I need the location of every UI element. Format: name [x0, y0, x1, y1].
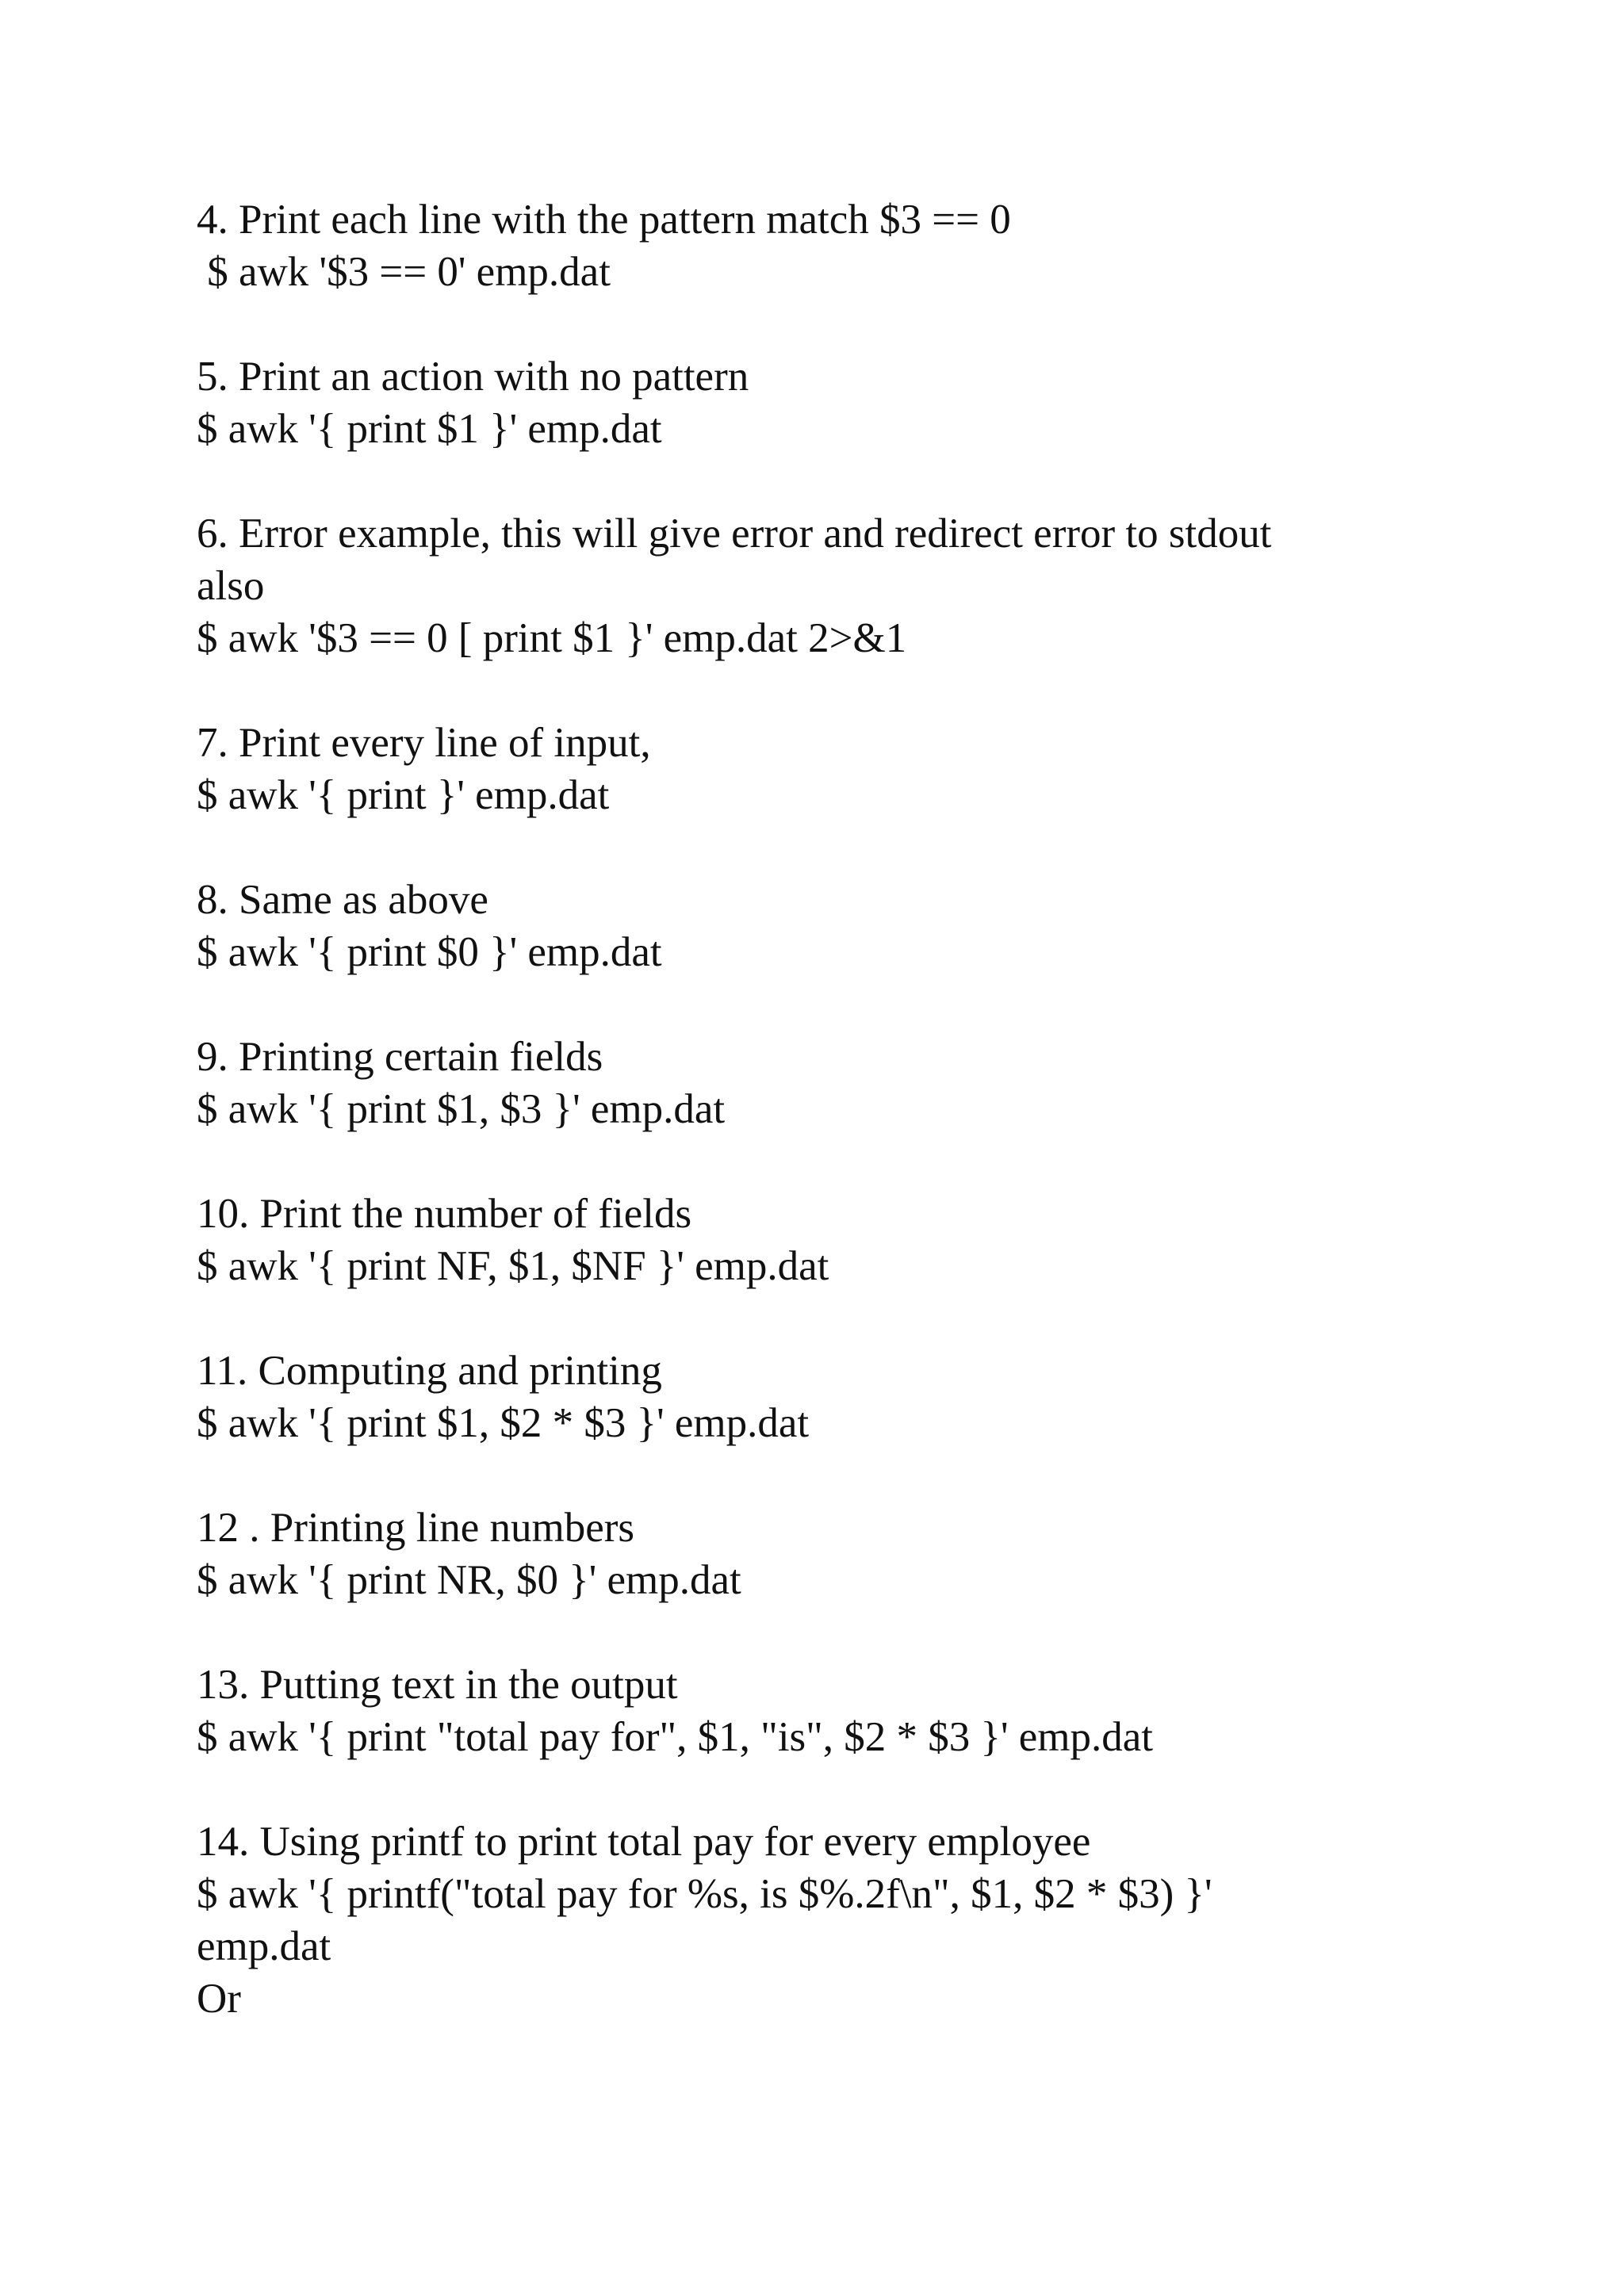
blank-line — [197, 455, 1497, 507]
section-9 — [197, 1031, 1497, 1135]
section-heading: 10. Print the number of fields — [197, 1191, 692, 1237]
blank-line — [197, 978, 1497, 1031]
section-heading: 9. Printing certain fields — [197, 1034, 603, 1080]
command-line: $ awk '$3 == 0' emp.dat — [197, 249, 611, 295]
section-heading: 14. Using printf to print total pay for every employee — [197, 1819, 1091, 1865]
command-line-continuation: emp.dat — [197, 1923, 331, 1969]
section-heading: 13. Putting text in the output — [197, 1662, 678, 1708]
command-line: $ awk '{ print $1 }' emp.dat — [197, 406, 662, 452]
command-line: $ awk '{ print "total pay for", $1, "is", $2 * $3 }' emp.dat — [197, 1714, 1154, 1760]
blank-line — [197, 1449, 1497, 1502]
section-7 — [197, 717, 1497, 821]
command-line: $ awk '$3 == 0 [ print $1 }' emp.dat 2>&1 — [197, 615, 907, 661]
section-14 — [197, 1816, 1497, 2025]
section-13 — [197, 1659, 1497, 1763]
or-text: Or — [197, 1976, 241, 2022]
blank-line — [197, 1292, 1497, 1345]
command-line: $ awk '{ print NR, $0 }' emp.dat — [197, 1557, 741, 1603]
section-11 — [197, 1345, 1497, 1449]
blank-line — [197, 1606, 1497, 1659]
section-heading: 4. Print each line with the pattern match $3 == 0 — [197, 197, 1011, 243]
section-heading: 12 . Printing line numbers — [197, 1505, 635, 1551]
command-line: $ awk '{ print $1, $2 * $3 }' emp.dat — [197, 1400, 810, 1446]
section-heading-continuation: also — [197, 563, 265, 609]
blank-line — [197, 298, 1497, 350]
section-5 — [197, 350, 1497, 455]
section-4 — [197, 193, 1497, 298]
command-line: $ awk '{ print }' emp.dat — [197, 772, 610, 818]
blank-line — [197, 664, 1497, 717]
command-line: $ awk '{ print $1, $3 }' emp.dat — [197, 1086, 726, 1132]
section-heading: 5. Print an action with no pattern — [197, 354, 749, 400]
section-12 — [197, 1502, 1497, 1606]
blank-line — [197, 1135, 1497, 1188]
blank-line — [197, 821, 1497, 874]
section-6 — [197, 507, 1497, 664]
section-heading: 6. Error example, this will give error and redirect error to stdout — [197, 511, 1272, 557]
command-line: $ awk '{ print NF, $1, $NF }' emp.dat — [197, 1243, 829, 1289]
command-line: $ awk '{ print $0 }' emp.dat — [197, 929, 662, 975]
section-8 — [197, 874, 1497, 978]
section-heading: 11. Computing and printing — [197, 1348, 662, 1394]
section-heading: 8. Same as above — [197, 877, 488, 923]
document-page — [197, 193, 1497, 2025]
command-line: $ awk '{ printf("total pay for %s, is $%.2f\n", $1, $2 * $3) }' — [197, 1871, 1212, 1917]
section-heading: 7. Print every line of input, — [197, 720, 651, 766]
blank-line — [197, 1763, 1497, 1816]
section-10 — [197, 1188, 1497, 1292]
